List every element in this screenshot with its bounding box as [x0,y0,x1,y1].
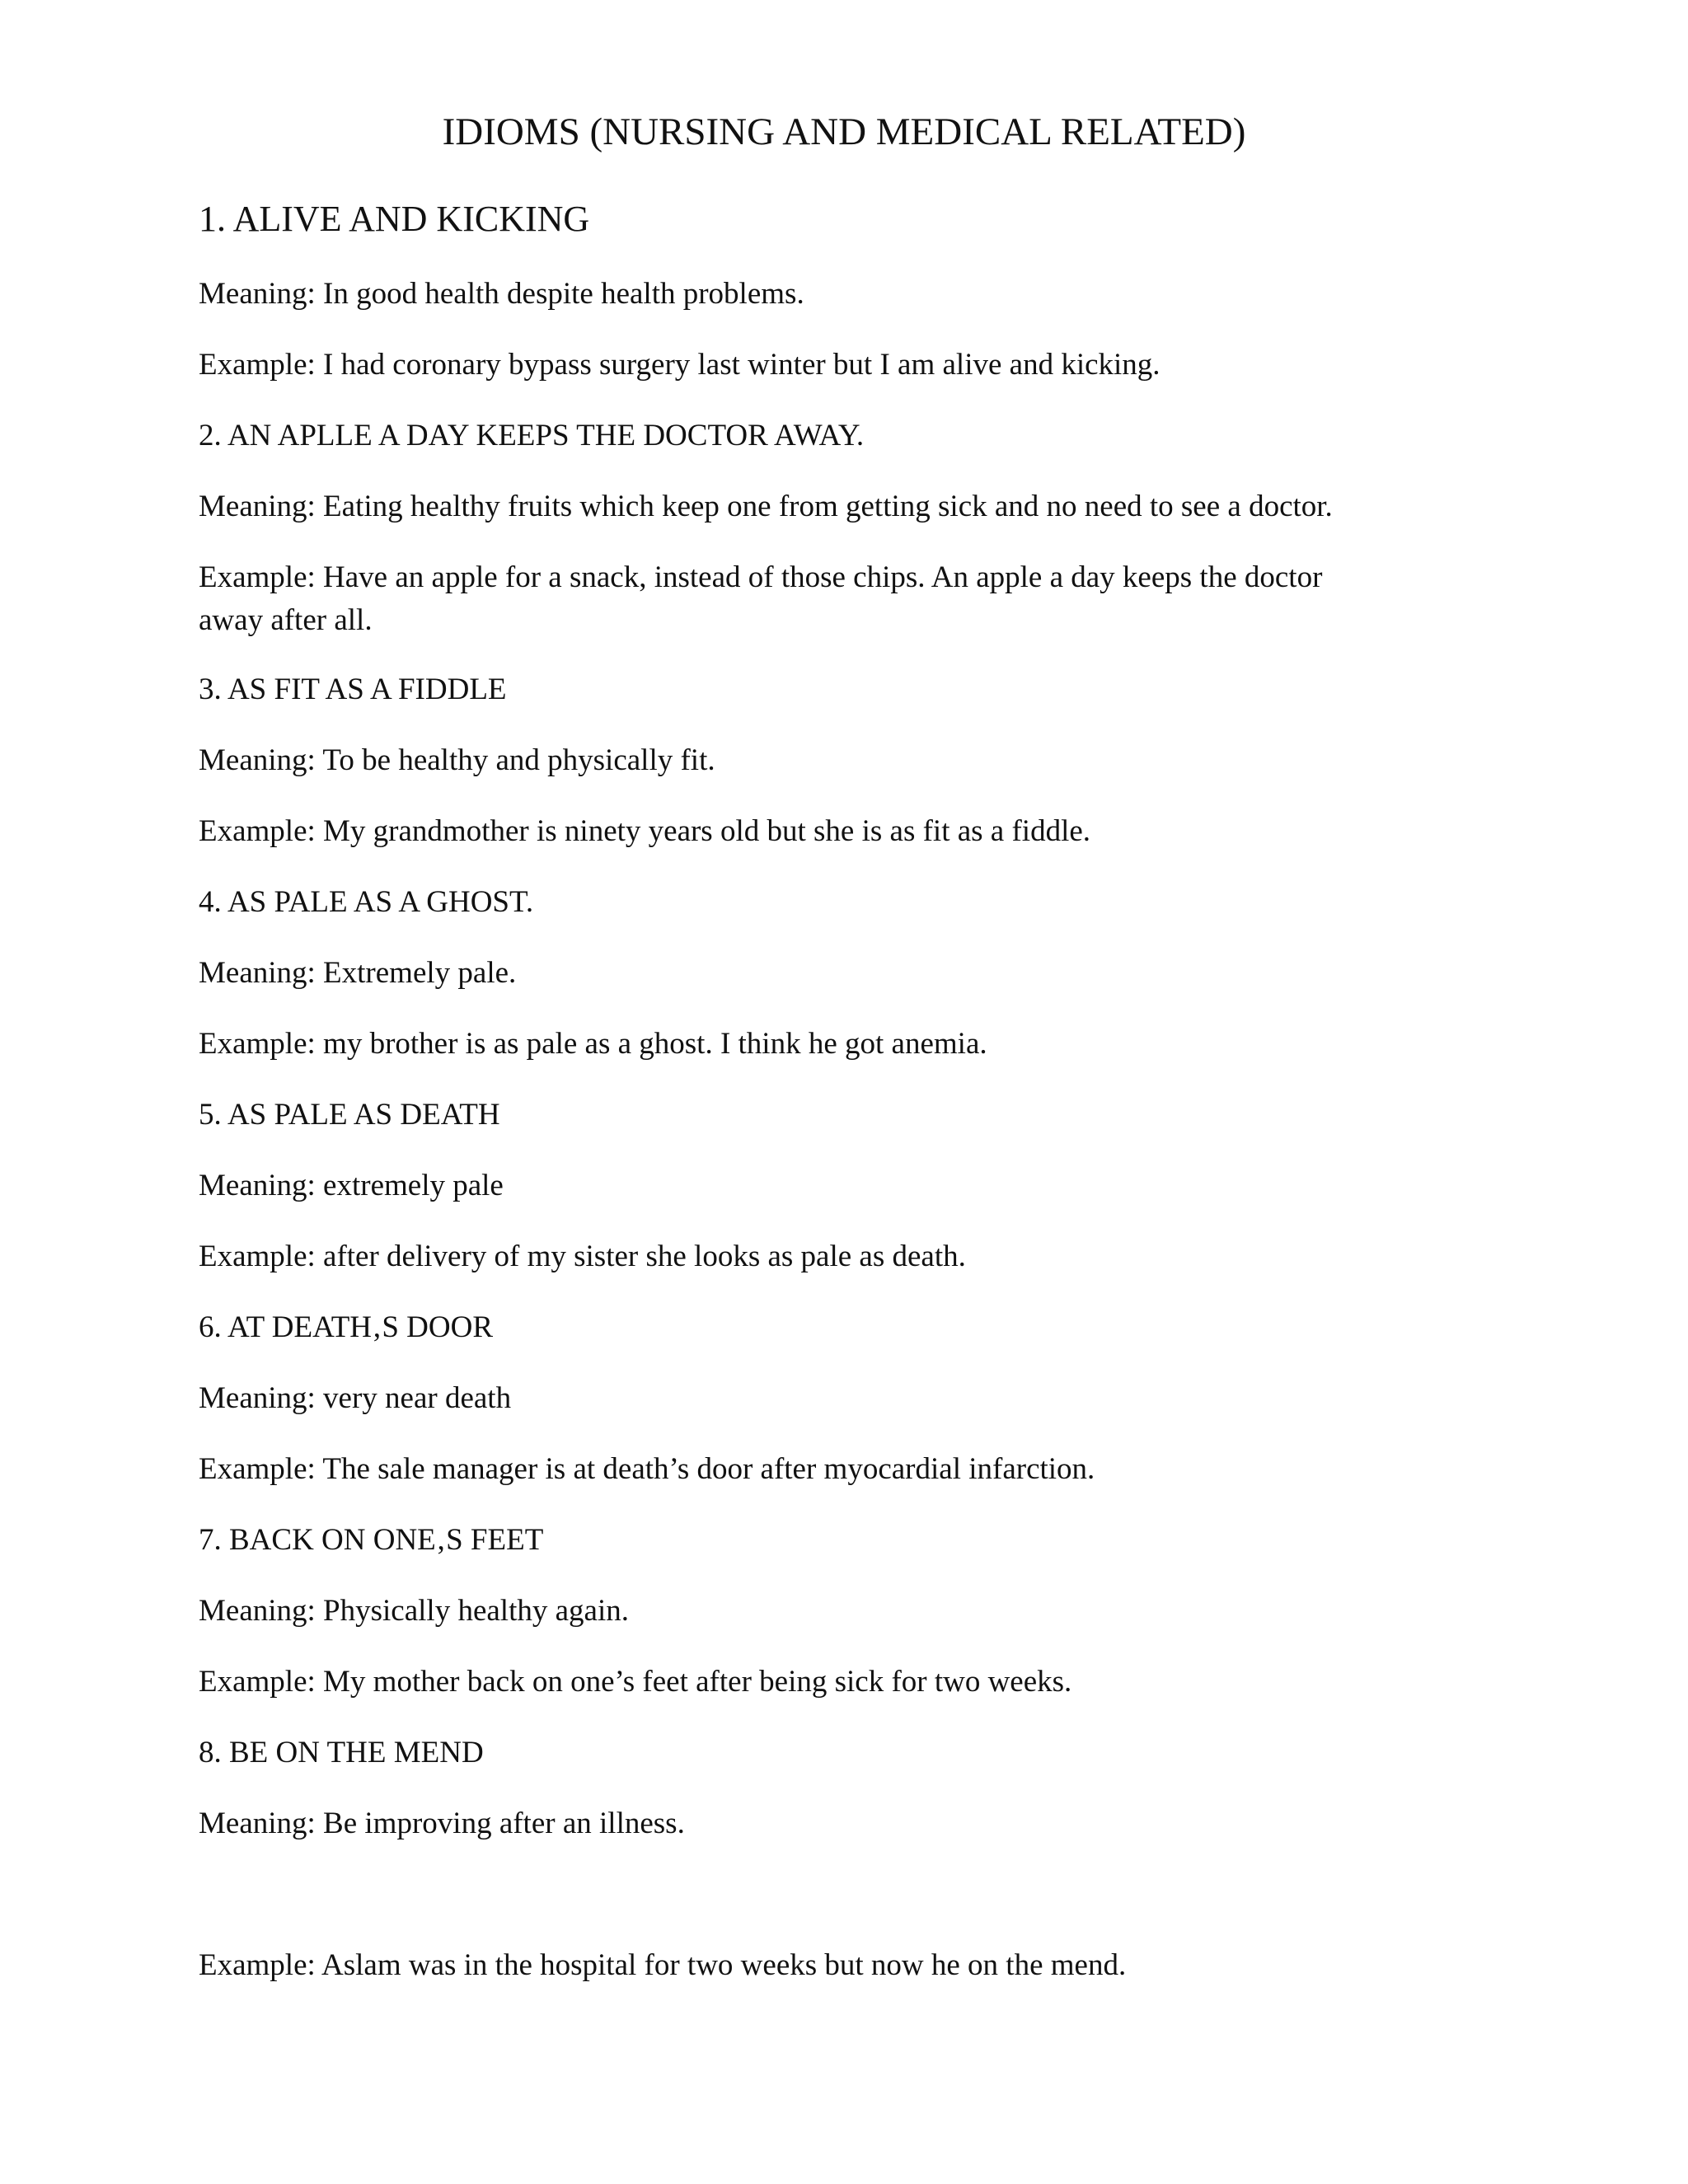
idiom-meaning: Meaning: very near death [199,1381,512,1415]
idiom-example: Example: Aslam was in the hospital for two weeks but now he on the mend. [199,1948,1127,1982]
idiom-example: Example: My grandmother is ninety years old but she is as fit as a fiddle. [199,814,1091,848]
idiom-example-continued: away after all. [199,603,373,637]
idiom-example: Example: my brother is as pale as a ghost. I think he got anemia. [199,1027,987,1061]
idiom-meaning: Meaning: Extremely pale. [199,956,517,990]
idiom-heading: 3. AS FIT AS A FIDDLE [199,673,507,706]
idiom-heading: 7. BACK ON ONE‚S FEET [199,1523,544,1557]
idiom-heading: 4. AS PALE AS A GHOST. [199,885,534,919]
idiom-example: Example: Have an apple for a snack, instead of those chips. An apple a day keeps the doctor [199,560,1323,594]
idiom-meaning: Meaning: Eating healthy fruits which keep one from getting sick and no need to see a doctor. [199,490,1333,523]
idiom-example: Example: My mother back on one’s feet after being sick for two weeks. [199,1665,1072,1699]
idiom-example: Example: The sale manager is at death’s door after myocardial infarction. [199,1452,1095,1486]
idiom-meaning: Meaning: extremely pale [199,1169,504,1202]
idiom-heading: 6. AT DEATH‚S DOOR [199,1310,494,1344]
idiom-heading: 5. AS PALE AS DEATH [199,1098,500,1132]
page-title: IDIOMS (NURSING AND MEDICAL RELATED) [442,110,1246,153]
idiom-meaning: Meaning: Be improving after an illness. [199,1807,685,1840]
idiom-example: Example: I had coronary bypass surgery last winter but I am alive and kicking. [199,348,1160,382]
idiom-example: Example: after delivery of my sister she looks as pale as death. [199,1240,966,1273]
idiom-meaning: Meaning: Physically healthy again. [199,1594,629,1628]
idiom-meaning: Meaning: To be healthy and physically fit. [199,743,715,777]
idiom-heading: 1. ALIVE AND KICKING [199,199,590,239]
idiom-heading: 2. AN APLLE A DAY KEEPS THE DOCTOR AWAY. [199,419,865,452]
idiom-heading: 8. BE ON THE MEND [199,1736,484,1769]
idiom-meaning: Meaning: In good health despite health problems. [199,277,804,311]
